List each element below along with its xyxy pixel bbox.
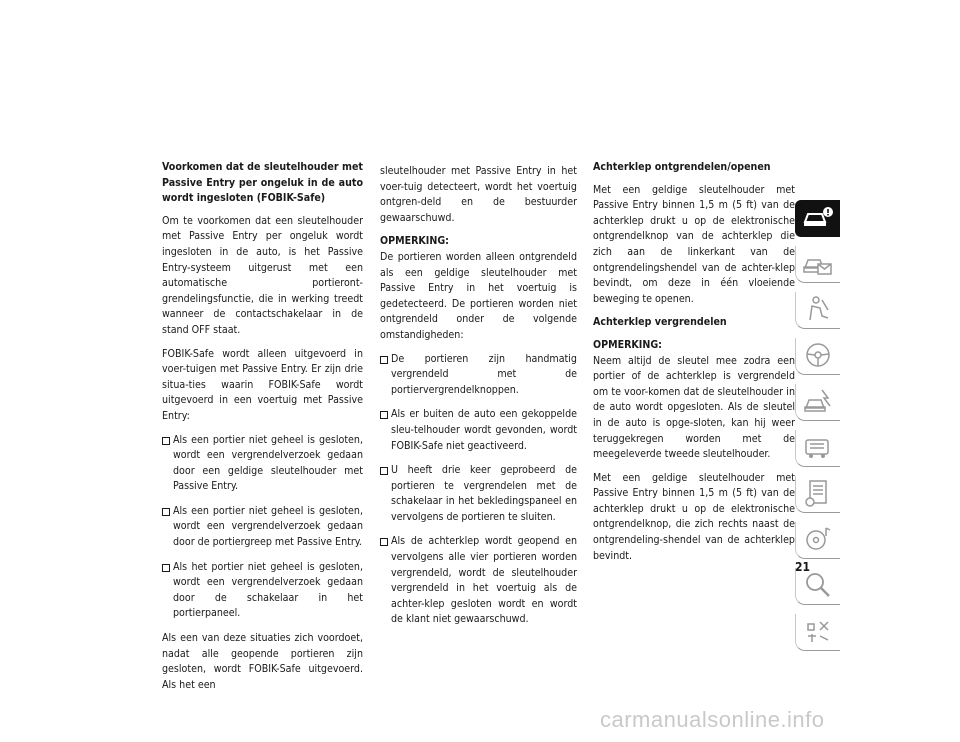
paragraph: Met een geldige sleutelhouder met Passive Entry binnen 1,5 m (5 ft) van de achterklep drukt u op de elektronische ontgrendelknop van de achterklep die zich aan de linkerkant van de ontgrendelingshendel van de achter-klep bevindt, om deze in één vloeiende beweging te openen. bbox=[593, 183, 795, 305]
checkbox-bullet-icon bbox=[380, 538, 388, 546]
checkbox-bullet-icon bbox=[380, 356, 388, 364]
paragraph: Om te voorkomen dat een sleutelhouder met Passive Entry per ongeluk wordt ingesloten in de auto, is het Passive Entry-systeem uitgerust met een automatische portieront-grendelingsfunctie, die in werking treedt wanneer de contactschakelaar in de stand OFF staat. bbox=[162, 214, 363, 336]
column-left bbox=[162, 160, 363, 701]
watermark: carmanualsonline.info bbox=[600, 707, 825, 732]
language-index-icon bbox=[802, 616, 834, 646]
car-service-icon bbox=[802, 432, 834, 462]
section-heading: Achterklep ontgrendelen/openen bbox=[593, 161, 771, 173]
bullet-list bbox=[162, 433, 363, 623]
tab-chapter-5[interactable] bbox=[795, 384, 840, 421]
note-text: De portieren worden alleen ontgrendeld als een geldige sleutelhouder met Passive Entry in het voertuig is gedetecteerd. De portieren worden niet ontgrendeld onder de volgende omstandigheden: bbox=[380, 250, 577, 341]
car-info-icon bbox=[802, 202, 834, 232]
tab-chapter-4[interactable] bbox=[795, 338, 840, 375]
note bbox=[593, 338, 795, 463]
maintenance-list-icon bbox=[802, 478, 834, 508]
note-text: Neem altijd de sleutel mee zodra een portier of de achterklep is vergrendeld om te voor-komen dat de sleutelhouder in de auto wordt opgesloten. Als de sleutel in de auto is opge-sloten, kan hij weer teruggekregen worden met de meegeleverde tweede sleutelhouder. bbox=[593, 354, 795, 461]
list-item: Als het portier niet geheel is gesloten, wordt een vergrendelverzoek gedaan door de schakelaar in het portierpaneel. bbox=[162, 560, 363, 622]
tab-chapter-3[interactable] bbox=[795, 292, 840, 329]
tab-chapter-6[interactable] bbox=[795, 430, 840, 467]
tab-chapter-2[interactable] bbox=[795, 246, 840, 283]
chapter-tabs bbox=[795, 200, 841, 660]
bullet-list bbox=[380, 352, 577, 629]
column-right bbox=[593, 160, 795, 572]
tab-chapter-7[interactable] bbox=[795, 476, 840, 513]
tab-chapter-1[interactable] bbox=[795, 200, 840, 237]
paragraph: Als een van deze situaties zich voordoet, nadat alle geopende portieren zijn gesloten, wordt FOBIK-Safe uitgevoerd. Als het een bbox=[162, 632, 363, 691]
checkbox-bullet-icon bbox=[162, 437, 170, 445]
page-number: 21 bbox=[795, 560, 811, 574]
column-middle bbox=[380, 164, 577, 637]
checkbox-bullet-icon bbox=[162, 564, 170, 572]
music-disc-icon bbox=[802, 524, 834, 554]
car-mail-icon bbox=[802, 248, 834, 278]
paragraph: sleutelhouder met Passive Entry in het voer-tuig detecteert, wordt het voertuig ontgren-deld en de bestuurder gewaarschuwd. bbox=[380, 165, 577, 224]
tab-chapter-8[interactable] bbox=[795, 522, 840, 559]
note bbox=[380, 234, 577, 343]
tab-chapter-10[interactable] bbox=[795, 614, 840, 651]
list-item: Als een portier niet geheel is gesloten, wordt een vergrendelverzoek gedaan door de portiergreep met Passive Entry. bbox=[162, 504, 363, 551]
car-crash-icon bbox=[802, 386, 834, 416]
paragraph: Met een geldige sleutelhouder met Passive Entry binnen 1,5 m (5 ft) van de achterklep drukt u op de elektronische ontgrendelknop, die zich rechts naast de ontgrendeling-shendel van de achterklep bevindt. bbox=[593, 471, 795, 562]
paragraph: FOBIK-Safe wordt alleen uitgevoerd in voer-tuigen met Passive Entry. Er zijn drie situa-ties waarin FOBIK-Safe wordt uitgevoerd in een voertuig met Passive Entry: bbox=[162, 347, 363, 422]
checkbox-bullet-icon bbox=[380, 411, 388, 419]
note-title: OPMERKING: bbox=[593, 338, 662, 351]
section-heading: Achterklep vergrendelen bbox=[593, 316, 727, 329]
list-item: Als er buiten de auto een gekoppelde sleu-telhouder wordt gevonden, wordt FOBIK-Safe niet geactiveerd. bbox=[380, 407, 577, 454]
list-item: Als de achterklep wordt geopend en vervolgens alle vier portieren worden vergrendeld, wordt de sleutelhouder vergrendeld in het voertuig als de achter-klep gesloten wordt en wordt de klant niet gewaarschuwd. bbox=[380, 534, 577, 628]
checkbox-bullet-icon bbox=[162, 508, 170, 516]
steering-wheel-icon bbox=[802, 340, 834, 370]
section-heading: Voorkomen dat de sleutelhouder met Passive Entry per ongeluk in de auto wordt ingesloten (FOBIK-Safe) bbox=[162, 161, 363, 205]
seat-occupant-icon bbox=[802, 294, 834, 324]
list-item: U heeft drie keer geprobeerd de portieren te vergrendelen met de schakelaar in het bekledingspaneel en vervolgens de portieren te sluiten. bbox=[380, 463, 577, 525]
note-title: OPMERKING: bbox=[380, 235, 449, 248]
checkbox-bullet-icon bbox=[380, 467, 388, 475]
list-item: Als een portier niet geheel is gesloten, wordt een vergrendelverzoek gedaan door een geldige sleutelhouder met Passive Entry. bbox=[162, 433, 363, 495]
list-item: De portieren zijn handmatig vergrendeld met de portiervergrendelknoppen. bbox=[380, 352, 577, 399]
